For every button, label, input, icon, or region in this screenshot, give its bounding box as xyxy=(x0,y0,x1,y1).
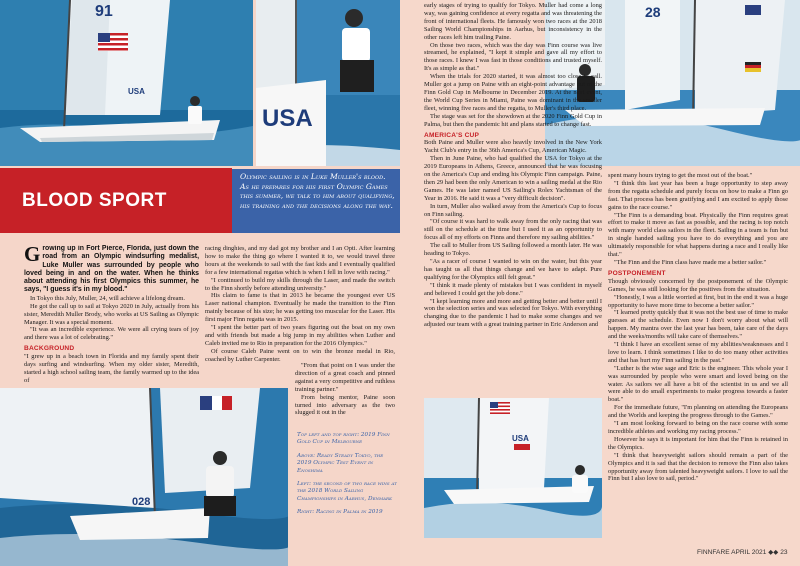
body-paragraph: racing dinghies, and my dad got my brother and I an Opti. After learning how to make the thing go where I wanted it to, we would travel three hours at the weekends to sail with the fast kids and I eventually qualified for a few international regattas which is when I fell in love with racing." xyxy=(205,245,395,276)
body-paragraph: "It was an incredible experience. We were all crying tears of joy and there was a lot of celebrating." xyxy=(24,326,199,342)
body-paragraph: Of course Caleb Paine went on to win the bronze medal in Rio, coached by Luther Carpenter. xyxy=(205,347,395,363)
section-heading-postponement: POSTPONEMENT xyxy=(608,269,666,277)
body-paragraph: "I think I have an excellent sense of my abilities/weaknesses and I love to learn. I think sometimes I like to do too many other activities and that has hurt my Finn sailing in the past." xyxy=(608,341,788,364)
page-folio: FINNFARE APRIL 2021 ◆◆ 23 xyxy=(697,549,788,556)
article-standfirst: Olympic sailing is in Luke Muller's blood. As he prepares for his first Olympic Games this summer, we talk to him about qualifying, his training and the decisions along the way. xyxy=(240,172,395,210)
caption-3: Left: the second of two race wins at the 2018 World Sailing Championships in Aarhus, Denmark xyxy=(297,481,397,502)
body-paragraph: For the immediate future, "I'm planning on attending the Europeans and the Worlds and keeping the progress through to the Games." xyxy=(608,404,788,420)
body-paragraph: "I spent the better part of two years figuring out the boat on my own and with friends but made a big jump in my abilities when Luther and Caleb invited me to Rio in preparation for the 2016 Olympics." xyxy=(205,324,395,347)
body-paragraph: "I continued to build my skills through the Laser, and made the switch to the Finn shortly before attending university." xyxy=(205,276,395,292)
body-column-4 xyxy=(608,172,788,542)
body-paragraph: His claim to fame is that in 2013 he became the youngest ever US Laser national champion. Eventually he made the transition to the Finn mainly because of his size; he was getting too muscular for the Laser. His first major Finn regatta was in 2015. xyxy=(205,292,395,324)
body-paragraph: When the trials for 2020 started, it was almost too close to call. Muller got a jump on Paine with an eight-point advantage out of the Finn Gold Cup in Melbourne in December 2019. At the next event, the World Cup Series in Miami, Paine was dominant in the smaller fleet, winning five races and the regatta, to Muller's third place. xyxy=(424,73,602,112)
bottom-left-sail-number: 028 xyxy=(132,496,151,508)
caption-1: Top left and top right: 2019 Finn Gold Cup in Melbourne xyxy=(297,432,390,446)
body-paragraph: "The Finn and the Finn class have made me a better sailor." xyxy=(614,258,767,266)
photo-captions xyxy=(297,432,397,523)
body-paragraph: "I grew up in a beach town in Florida and my family spent their days surfing and windsurfing. When my older sister, Meredith, started a high school sailing team, the family warmed up to the idea of xyxy=(24,353,199,384)
body-paragraph: "I think this last year has been a huge opportunity to step away from the regatta schedule and purely focus on how to make a Finn go fast. That process has been gratifying and I am excited to apply those gains to the race course." xyxy=(608,179,788,211)
body-paragraph: "Of course it was hard to walk away from the only racing that was still on the schedule at the time but I used it as an opportunity to focus all of my efforts on Finns and therefore my sailing abilities." xyxy=(424,218,602,242)
body-column-3 xyxy=(424,2,602,398)
caption-2: Above: Ready Steady Tokyo, the 2019 Olympic Test Event in Enoshima xyxy=(297,452,384,474)
body-paragraph: On those two races, which was the day was Finn course was live streamed, he explained, "I kept it simple and gave all my effort to those races. I knew I was fast in those conditions and trusted myself. It's as simple as that." xyxy=(424,41,602,73)
body-paragraph: "From that point on I was under the direction of a great coach and pinned against a very competitive and ruthless training partner." xyxy=(295,362,395,393)
body-paragraph: Then in June Paine, who had qualified the USA for Tokyo at the 2019 Europeans in Athens, Greece, announced that he was focusing on the America's Cup and ending his Olympic Finn campaign. Paine, then 29 had been the only American to win a sailing medal at the Rio Games. He was later named US Sailing's Rolex Yachtsman of the Year in 2016. He said it was a "very difficult decision". xyxy=(424,155,602,202)
body-paragraph: spent many hours trying to get the most out of the boat." xyxy=(608,172,753,179)
section-heading-americas-cup: AMERICA'S CUP xyxy=(424,131,480,139)
drop-cap: G xyxy=(24,245,41,266)
body-paragraph: "The Finn is a demanding boat. Physically the Finn requires great effort to make it move as fast as possible, and the racing is top notch with many world class sailors in the fleet. Sailing in a team is fun but in single handed sailing you have to do everything and you are ultimately responsible for what happens during a race and I really like that." xyxy=(608,211,788,259)
top-left-hull-text: USA xyxy=(128,87,145,96)
body-column-1 xyxy=(24,245,199,387)
body-paragraph: "I think it made plenty of mistakes but I was confident in myself and believed I could get the job done." xyxy=(424,281,602,297)
bottom-center-sail-text: USA xyxy=(512,434,529,443)
body-paragraph: In turn, Muller also walked away from the America's Cup to focus on Finn sailing. xyxy=(424,202,602,218)
caption-4: Right: Racing in Palma in 2019 xyxy=(297,509,383,516)
body-paragraph: "Honestly, I was a little worried at first, but in the end it was a huge opportunity to have more time to become a better sailor." xyxy=(608,293,788,309)
body-paragraph: "I learned pretty quickly that it was not the best use of time to make guesses at the schedule. Even now I don't worry about what will happen. My mantra over the last year has been, take care of the days and the weeks/months will take care of themselves." xyxy=(608,309,788,341)
body-paragraph: "Luther is the wise sage and Eric is the engineer. This whole year I was surrounded by people who were smart and loved being on the water. As sailors we all have a bit of the scientist in us and we all were able to do small experiments to make progress towards a faster boat." xyxy=(608,364,788,404)
article-headline: BLOOD SPORT xyxy=(22,190,167,211)
body-paragraph: He got the call up to sail at Tokyo 2020 in July, actually from his sister, Meredith Muller Brody, who works at US Sailing as Olympic Manager. It was a special moment. xyxy=(24,302,199,326)
body-paragraph: The call to Muller from US Sailing followed a month later. He was heading to Tokyo. xyxy=(424,242,602,258)
body-paragraph: Both Paine and Muller were also heavily involved in the New York Yacht Club's entry in the 36th America's Cup, American Magic. xyxy=(424,139,602,155)
photo-top-left xyxy=(0,0,253,166)
photo-bottom-left xyxy=(0,388,288,566)
body-paragraph: Though obviously concerned by the postponement of the Olympic Games, he was still looking for the positives from the situation. xyxy=(608,277,788,293)
headline-banner xyxy=(0,168,232,233)
photo-bottom-center xyxy=(424,398,602,538)
body-paragraph: early stages of trying to qualify for Tokyo. Muller had come a long way, was gaining confidence at every regatta and was threatening the front of international fleets. He famously won two races at the 2018 Sailing World Championships in Aarhus, but inconsistency in the other races left him trailing Paine. xyxy=(424,2,602,41)
body-paragraph: "I think that heavyweight sailors should remain a part of the Olympics and it is sad that the decision to remove the Finn also takes opportunity away from talented heavyweight sailors. I love to sail the Finn but I also love to sail, period." xyxy=(608,451,788,483)
top-center-hull-text: USA xyxy=(262,105,313,132)
photo-top-center xyxy=(256,0,400,166)
body-paragraph: The stage was set for the showdown at the 2020 Finn Gold Cup in Palma, but then the pandemic hit and plans started to change fast. xyxy=(424,112,602,128)
body-paragraph: "I kept learning more and more and getting better and better until I won the selection series and was selected for Tokyo. With everything changing due to the pandemic I had to make some changes and we adjusted our team with a great training partner in Eric Anderson and xyxy=(424,297,602,329)
body-paragraph: However he says it is important for him that the Finn is retained in the Olympics. xyxy=(608,435,788,451)
top-right-sail-number: 28 xyxy=(645,4,661,20)
intro-paragraph: rowing up in Fort Pierce, Florida, just down the road from an Olympic windsurfing medalist, Luke Muller was surrounded by people who loved being in and on the water. When he thinks about attending his first Olympics this summer, he says, "I guess it's in my blood." xyxy=(24,245,199,294)
body-paragraph: "I am most looking forward to being on the race course with some incredible athletes and working my racing process." xyxy=(608,420,788,435)
body-paragraph: "As a racer of course I wanted to win on the water, but this year has taught us all that things change and we have to adapt. Pure qualifying for the Olympics still felt great." xyxy=(424,258,602,281)
top-left-sail-number: 91 xyxy=(95,3,113,20)
section-heading-background: BACKGROUND xyxy=(24,345,75,353)
body-paragraph: In Tokyo this July, Muller, 24, will achieve a lifelong dream. xyxy=(30,294,185,302)
body-column-2-continued xyxy=(295,362,395,422)
body-paragraph: From being mentor, Paine soon turned into adversary as the two slugged it out in the xyxy=(295,393,395,417)
